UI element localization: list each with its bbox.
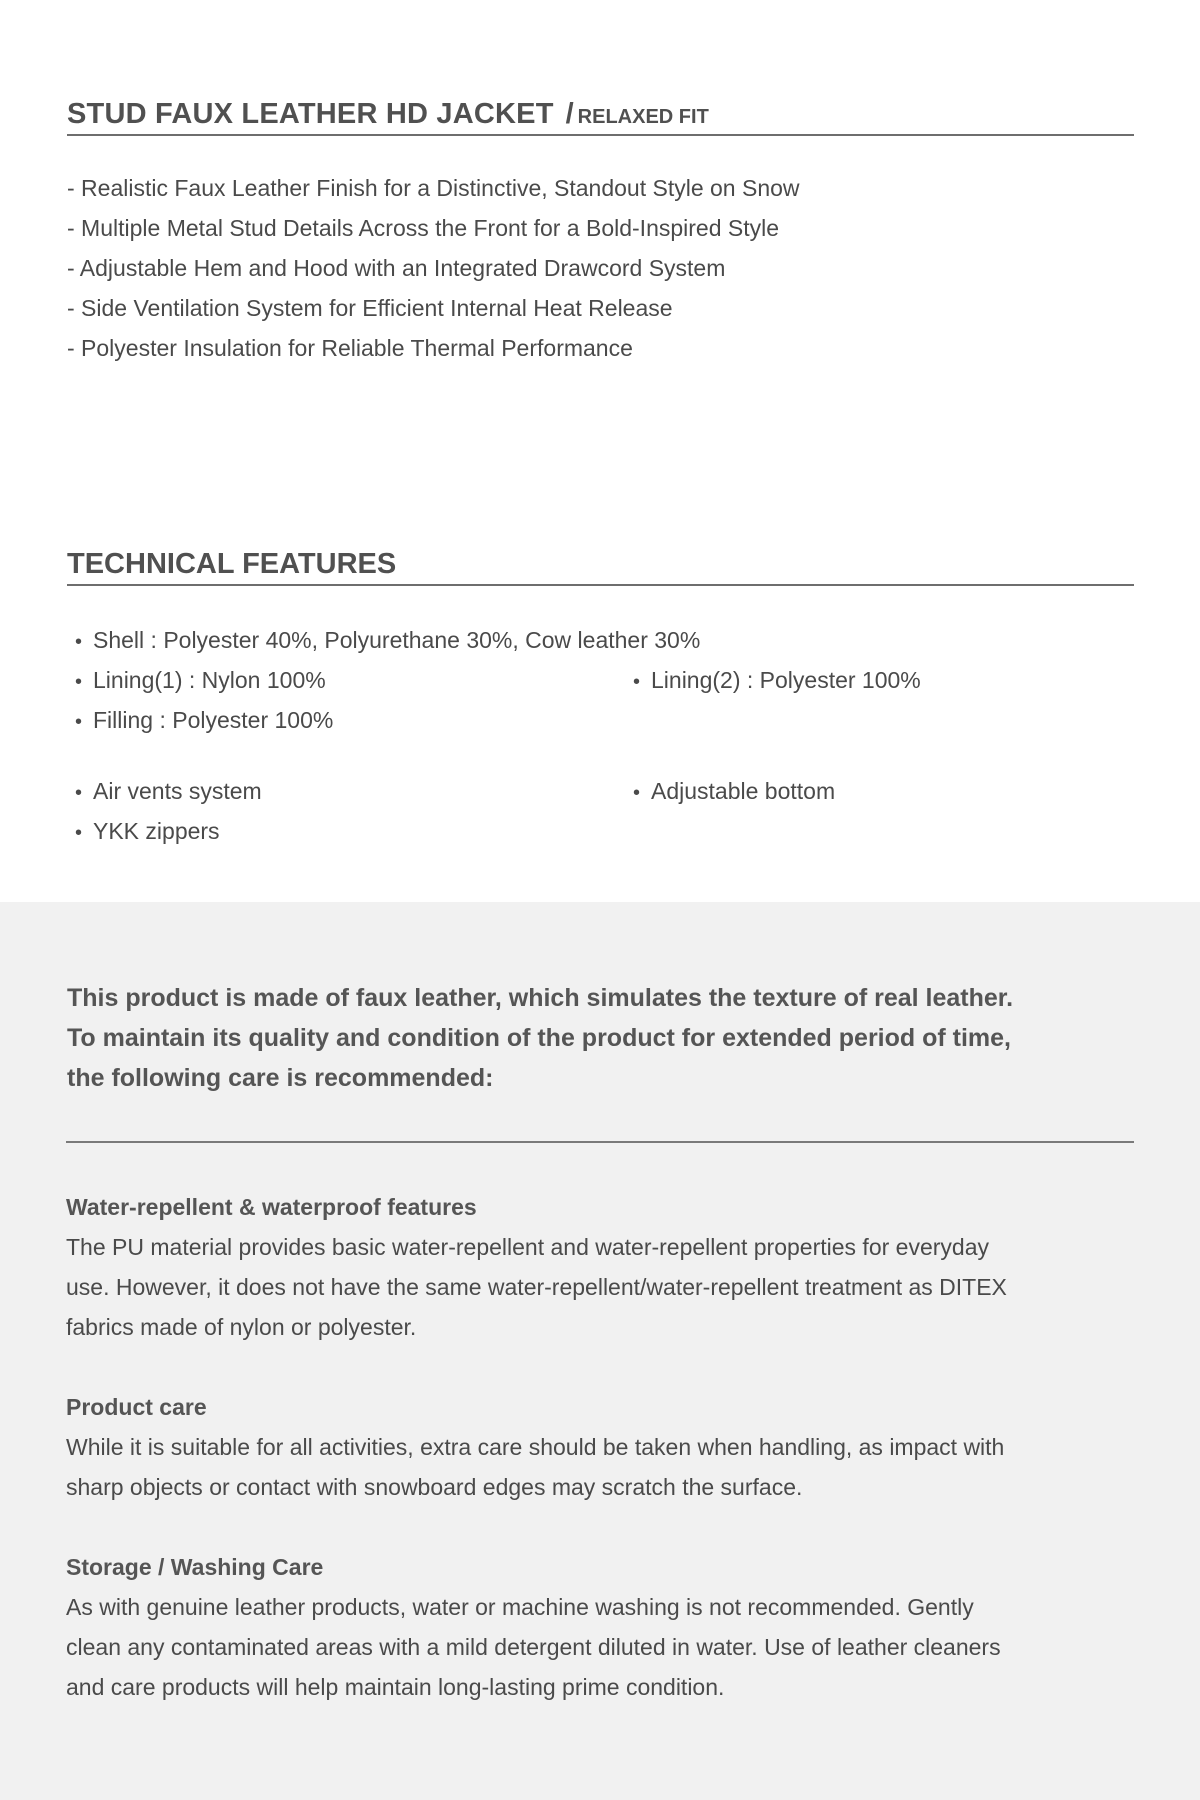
care-intro-line: This product is made of faux leather, which simulates the texture of real leather. <box>67 984 1014 1012</box>
bullet-icon: • <box>75 631 83 653</box>
care-section-line: While it is suitable for all activities, extra care should be taken when handling, as impact with <box>66 1434 1005 1460</box>
spec-lining-1 <box>67 660 326 702</box>
care-section-heading: Product care <box>66 1394 207 1420</box>
spec-text: Lining(2) : Polyester 100% <box>651 667 921 693</box>
bullet-icon: • <box>633 671 641 693</box>
spec-lining-2 <box>625 660 921 702</box>
care-section-water <box>66 1187 1146 1347</box>
spec-text: Shell : Polyester 40%, Polyurethane 30%, Cow leather 30% <box>93 627 701 653</box>
bullet-icon: • <box>633 782 641 804</box>
bullet-icon: • <box>75 711 83 733</box>
spec-text: Filling : Polyester 100% <box>93 707 334 733</box>
care-section-line: sharp objects or contact with snowboard edges may scratch the surface. <box>66 1474 803 1500</box>
bullet-icon: • <box>75 822 83 844</box>
highlight-item: - Multiple Metal Stud Details Across the Front for a Bold-Inspired Style <box>67 215 780 241</box>
divider <box>66 1141 1134 1143</box>
care-intro-line: To maintain its quality and condition of the product for extended period of time, <box>67 1024 1011 1052</box>
care-intro-line: the following care is recommended: <box>67 1064 494 1092</box>
feature-text: Adjustable bottom <box>651 778 836 804</box>
care-intro <box>67 978 1147 1098</box>
care-section-line: As with genuine leather products, water or machine washing is not recommended. Gently <box>66 1594 974 1620</box>
feature-air-vents <box>67 771 262 813</box>
care-section-product-care <box>66 1387 1146 1507</box>
fit-slash: / <box>565 98 574 130</box>
feature-adjustable-bottom <box>625 771 835 813</box>
care-section-line: and care products will help maintain long-lasting prime condition. <box>66 1674 725 1700</box>
spec-shell <box>67 620 700 662</box>
spec-filling <box>67 700 333 742</box>
care-section-heading: Water-repellent & waterproof features <box>66 1194 477 1220</box>
care-section-line: clean any contaminated areas with a mild detergent diluted in water. Use of leather cleaners <box>66 1634 1001 1660</box>
highlight-item: - Adjustable Hem and Hood with an Integrated Drawcord System <box>67 255 726 281</box>
care-section-line: fabrics made of nylon or polyester. <box>66 1314 417 1340</box>
care-section-storage <box>66 1547 1146 1707</box>
highlights-list <box>67 168 1147 368</box>
product-title: STUD FAUX LEATHER HD JACKET <box>67 98 554 130</box>
highlight-item: - Side Ventilation System for Efficient Internal Heat Release <box>67 295 673 321</box>
fit-label <box>565 98 709 130</box>
care-section-line: The PU material provides basic water-repellent and water-repellent properties for everyday <box>66 1234 989 1260</box>
bullet-icon: • <box>75 671 83 693</box>
technical-features-title: TECHNICAL FEATURES <box>67 548 397 580</box>
fit-text: RELAXED FIT <box>577 106 709 128</box>
bullet-icon: • <box>75 782 83 804</box>
feature-ykk-zippers <box>67 811 220 853</box>
highlight-item: - Polyester Insulation for Reliable Thermal Performance <box>67 335 633 361</box>
spec-text: Lining(1) : Nylon 100% <box>93 667 326 693</box>
feature-text: Air vents system <box>93 778 262 804</box>
care-section-line: use. However, it does not have the same water-repellent/water-repellent treatment as DITEX <box>66 1274 1007 1300</box>
technical-features-header <box>67 548 1134 586</box>
highlight-item: - Realistic Faux Leather Finish for a Distinctive, Standout Style on Snow <box>67 175 800 201</box>
product-header <box>67 98 1134 136</box>
care-section-heading: Storage / Washing Care <box>66 1554 324 1580</box>
feature-text: YKK zippers <box>93 818 220 844</box>
